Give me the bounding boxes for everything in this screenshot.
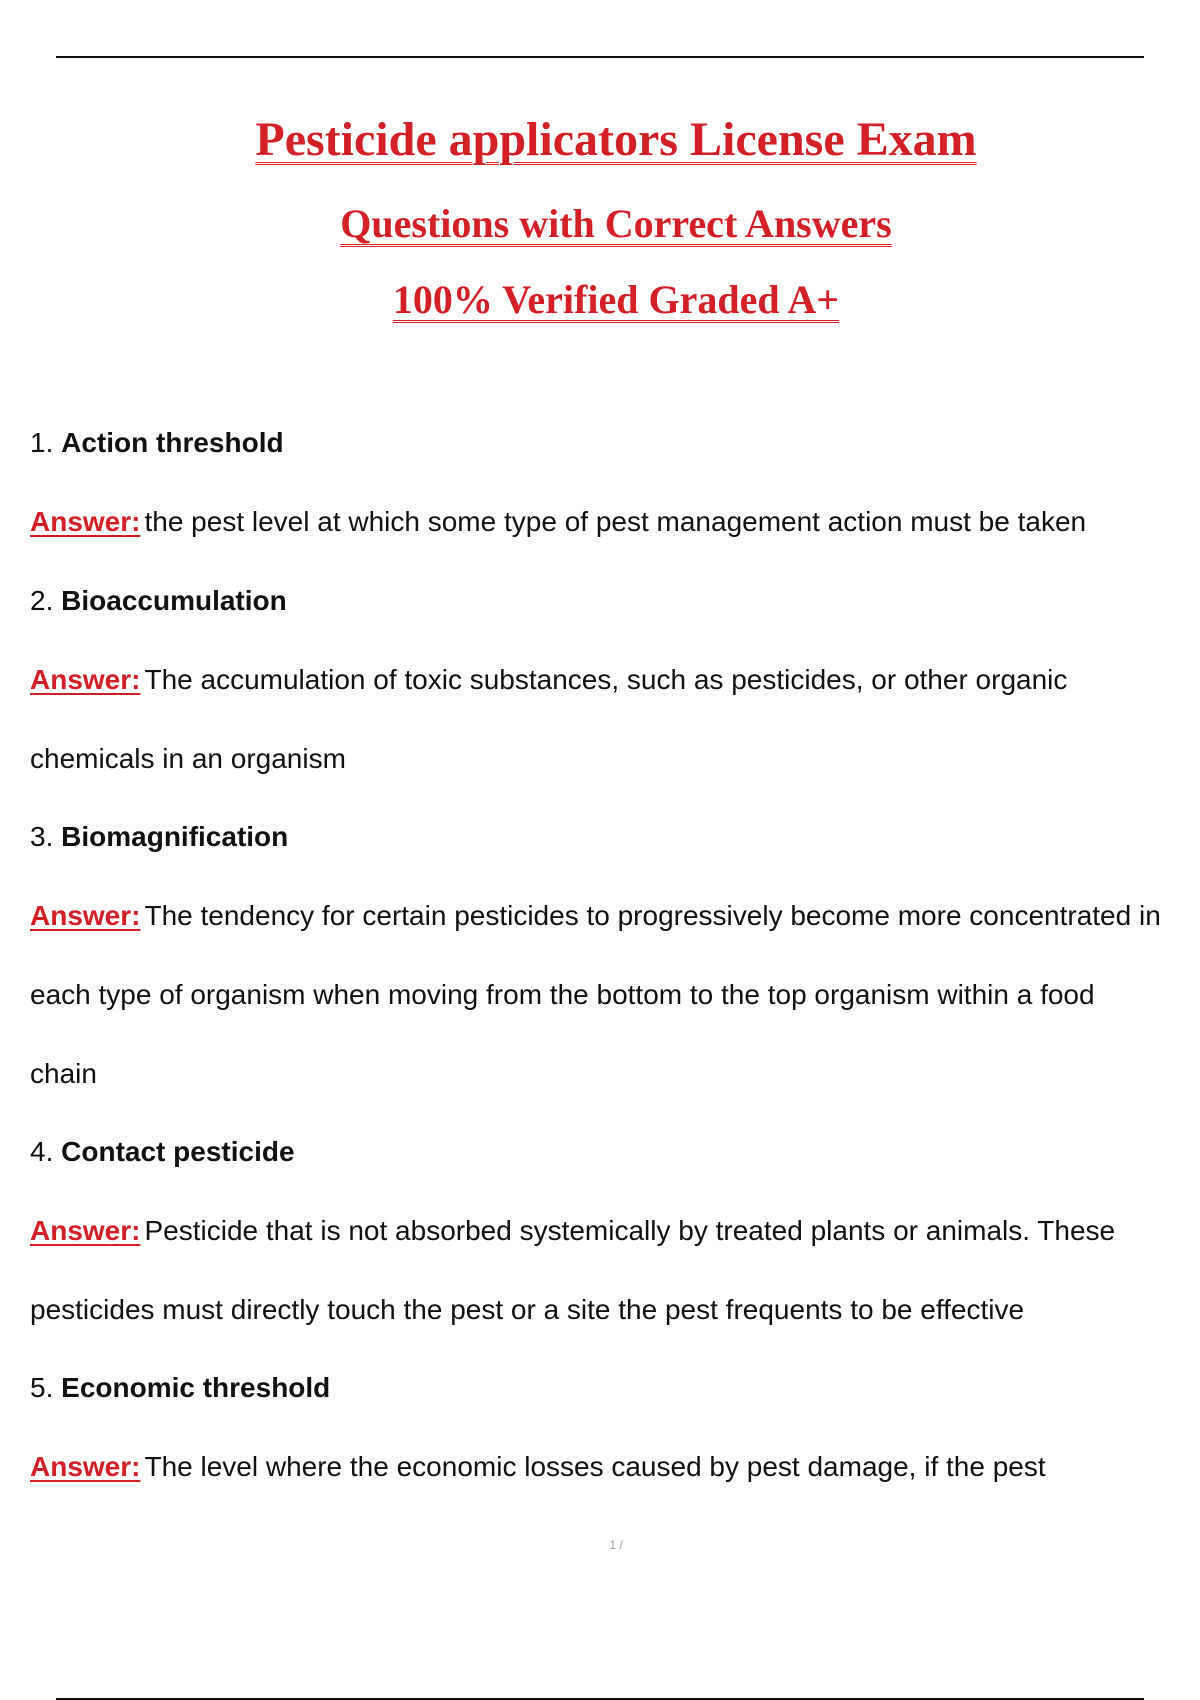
answer-5-line-1 (30, 1449, 1046, 1485)
answer-label: Answer: (30, 664, 141, 695)
answer-text: each type of organism when moving from the bottom to the top organism within a food (30, 979, 1095, 1010)
answer-text: The level where the economic losses caused by pest damage, if the pest (144, 1451, 1046, 1482)
question-5 (30, 1370, 330, 1406)
answer-label: Answer: (30, 1451, 141, 1482)
answer-2-line-1 (30, 662, 1067, 698)
question-number: 5. (30, 1372, 54, 1403)
document-subtitle: Questions with Correct Answers (340, 201, 892, 246)
answer-text: Pesticide that is not absorbed systemically by treated plants or animals. These (144, 1215, 1116, 1246)
question-number: 2. (30, 585, 54, 616)
answer-label: Answer: (30, 506, 141, 537)
answer-text: pesticides must directly touch the pest or a site the pest frequents to be effective (30, 1294, 1025, 1325)
answer-label: Answer: (30, 900, 141, 931)
answer-3-line-1 (30, 898, 1161, 934)
answer-text: the pest level at which some type of pest management action must be taken (144, 506, 1087, 537)
answer-4-line-2 (30, 1292, 1024, 1328)
document-grade-note: 100% Verified Graded A+ (392, 277, 840, 322)
answer-3-line-2 (30, 977, 1095, 1013)
question-number: 4. (30, 1136, 54, 1167)
answer-text: chemicals in an organism (30, 743, 346, 774)
answer-1-line-1 (30, 504, 1086, 540)
question-1 (30, 425, 284, 461)
question-term: Action threshold (61, 427, 284, 458)
document-title: Pesticide applicators License Exam (255, 113, 977, 166)
answer-2-line-2 (30, 741, 346, 777)
answer-text: chain (30, 1058, 97, 1089)
answer-text: The tendency for certain pesticides to progressively become more concentrated in (144, 900, 1161, 931)
top-rule (56, 56, 1144, 58)
question-3 (30, 819, 288, 855)
answer-4-line-1 (30, 1213, 1115, 1249)
question-2 (30, 583, 287, 619)
question-term: Contact pesticide (61, 1136, 295, 1167)
question-term: Biomagnification (61, 821, 289, 852)
question-term: Bioaccumulation (61, 585, 287, 616)
answer-text: The accumulation of toxic substances, such as pesticides, or other organic (144, 664, 1068, 695)
question-4 (30, 1134, 295, 1170)
question-term: Economic threshold (61, 1372, 331, 1403)
answer-3-line-3 (30, 1056, 97, 1092)
answer-label: Answer: (30, 1215, 141, 1246)
question-number: 1. (30, 427, 54, 458)
page-number: 1 / (609, 1538, 623, 1552)
question-number: 3. (30, 821, 54, 852)
